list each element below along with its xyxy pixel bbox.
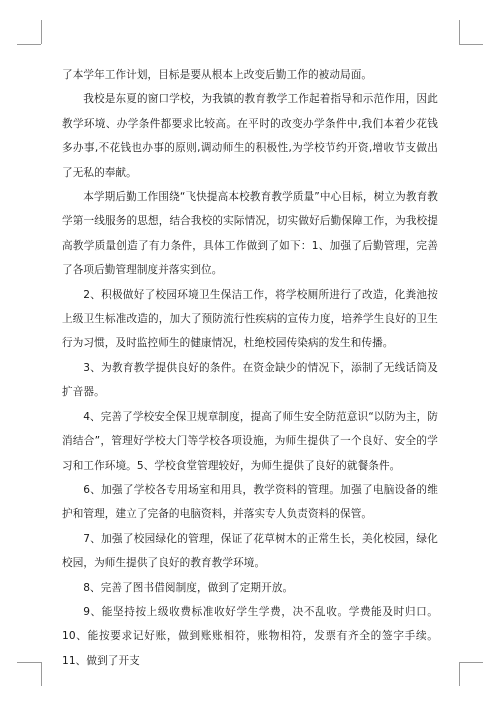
paragraph-item-7-greening: 7、加强了校园绿化的管理，保证了花草树木的正常生长，美化校园，绿化校园，为师生提供了良好的教育教学环境。	[62, 532, 438, 570]
crop-mark-top-right-v	[459, 20, 460, 44]
paragraph-item-6-rooms: 6、加强了学校各专用场室和用具，教学资料的管理。加强了电脑设备的维护和管理，建立了完备的电脑资料，并落实专人负责资料的保管。	[62, 483, 438, 521]
paragraph-continuation: 了本学年工作计划，目标是要从根本上改变后勤工作的被动局面。	[62, 69, 373, 81]
document-body	[62, 63, 438, 673]
crop-mark-bottom-right-h	[459, 662, 483, 663]
paragraph-school-intro: 我校是东夏的窗口学校，为我镇的教育教学工作起着指导和示范作用，因此教学环境、办学条件都要求比较高。在平时的改变办学条件中,我们本着少花钱多办事,不花钱也办事的原则,调动师生的积极性,为学校节约开资,增收节支做出了无私的奉献。	[62, 93, 438, 179]
crop-mark-top-left-v	[41, 20, 42, 44]
crop-mark-bottom-right-v	[459, 662, 460, 686]
crop-mark-top-right-h	[459, 44, 483, 45]
paragraph-logistics-goal: 本学期后勤工作围绕“飞快提高本校教育教学质量”中心目标，树立为教育教学第一线服务的思想，结合我校的实际情况，切实做好后勤保障工作，为我校提高教学质量创造了有力条件，具体工作做到了如下：1、加强了后勤管理，完善了各项后勤管理制度并落实到位。	[62, 191, 438, 277]
paragraph-item-3-equipment: 3、为教育教学提供良好的条件。在资金缺少的情况下，添制了无线话筒及扩音器。	[62, 361, 438, 399]
crop-mark-bottom-left-v	[41, 662, 42, 686]
paragraph-item-4-safety: 4、完善了学校安全保卫规章制度，提高了师生安全防范意识“以防为主，防消结合”，管理好学校大门等学校各项设施，为师生提供了一个良好、安全的学习和工作环境。5、学校食堂管理较好，为师生提供了良好的就餐条件。	[62, 410, 438, 472]
paragraph-item-9-fees: 9、能坚持按上级收费标准收好学生学费，决不乱收。学费能及时归口。10、能按要求记好账，做到账账相符，账物相符，发票有齐全的签字手续。11、做到了开支	[62, 605, 438, 667]
crop-mark-top-left-h	[17, 44, 41, 45]
paragraph-item-2-hygiene: 2、积极做好了校园环境卫生保洁工作，将学校厕所进行了改造，化粪池按上级卫生标准改造的，加大了预防流行性疾病的宣传力度，培养学生良好的卫生行为习惯，及时监控师生的健康情况，杜绝校园传染病的发生和传播。	[62, 288, 438, 350]
crop-mark-bottom-left-h	[17, 662, 41, 663]
paragraph-item-8-library: 8、完善了图书借阅制度，做到了定期开放。	[83, 581, 294, 594]
